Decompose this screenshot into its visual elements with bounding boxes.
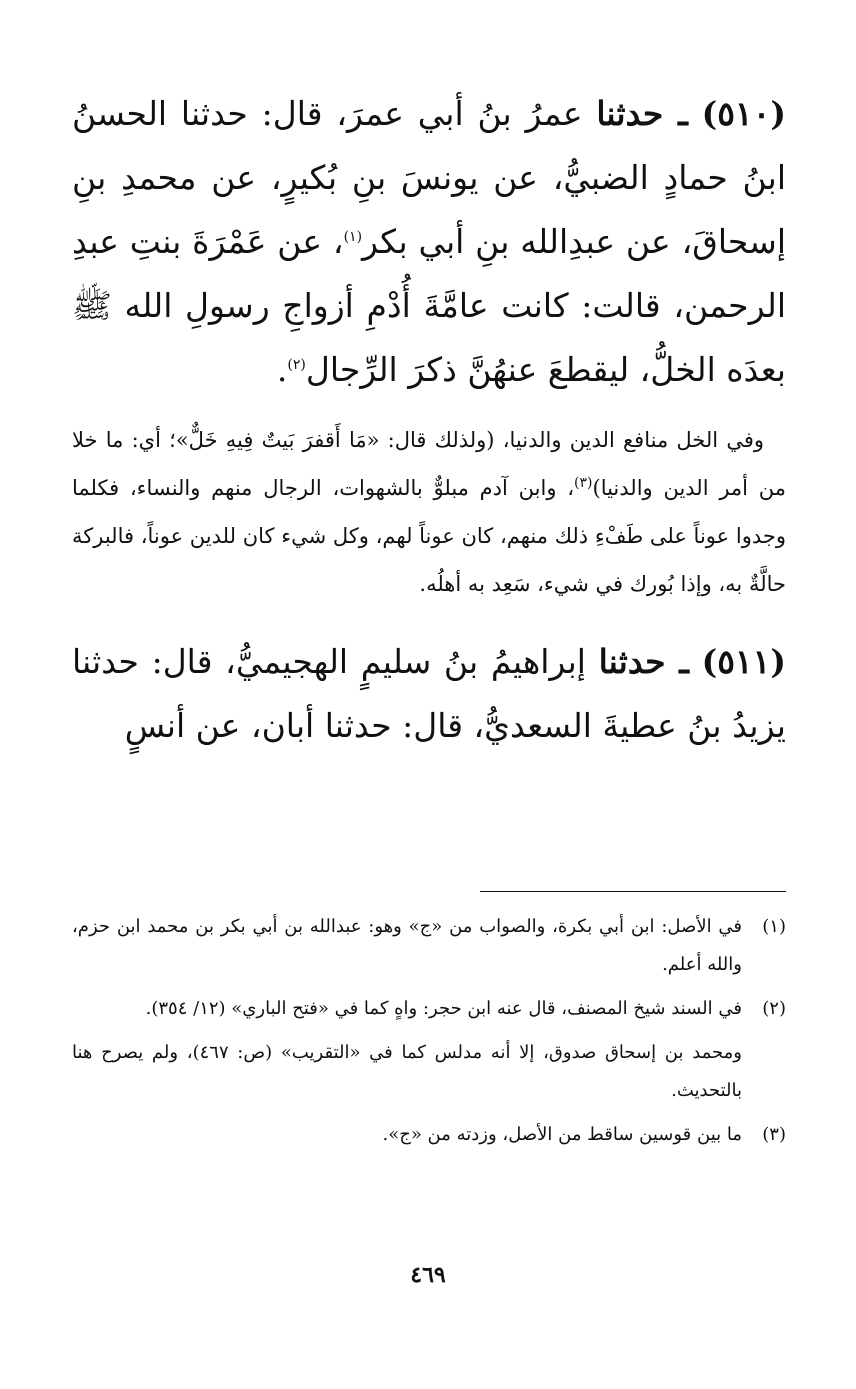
hadith-lead: ـ حدثنا xyxy=(596,94,688,133)
page-body xyxy=(72,82,786,758)
footnote-1 xyxy=(72,908,786,984)
footnote-3 xyxy=(72,1116,786,1154)
hadith-text: إبراهيمُ بنُ سليمٍ الهجيميُّ، قال: حدثنا يزيدُ بنُ عطيةَ السعديُّ، قال: حدثنا أبان، عن أنسٍ xyxy=(72,642,786,745)
footnote-ref[interactable]: (١) xyxy=(343,229,363,245)
footnote-text: في السند شيخ المصنف، قال عنه ابن حجر: واهٍ كما في «فتح الباري» (١٢/ ٣٥٤). xyxy=(145,998,742,1019)
footnote-marker: (٢) xyxy=(762,998,786,1019)
hadith-text: عمرُ بنُ أبي عمرَ، قال: حدثنا الحسنُ ابنُ حمادٍ الضبيُّ، عن يونسَ بنِ بُكيرٍ، عن محمدِ بنِ إسحاقَ، عن عبدِالله بنِ أبي بكر xyxy=(72,94,786,261)
footnote-2 xyxy=(72,990,786,1028)
footnote-ref[interactable]: (٣) xyxy=(574,475,593,491)
footnote-marker: (١) xyxy=(762,916,786,937)
footnotes xyxy=(72,908,786,1160)
hadith-lead: ـ حدثنا xyxy=(598,642,689,681)
commentary-text: ، وابن آدم مبلوٌّ بالشهوات، الرجال منهم والنساء، فكلما وجدوا عوناً على طَفْءِ ذلك منهم، كان عوناً لهم، وكل شيء كان للدين عوناً، فالبركة حالَّةٌ به، وإذا بُورك في شيء، سَعِد به أهلُه. xyxy=(72,476,786,596)
hadith-510 xyxy=(72,82,786,402)
hadith-text: ، عن عَمْرَةَ بنتِ عبدِ الرحمن، قالت: كانت عامَّةَ أُدْمِ أزواجِ رسولِ الله ﷺ بعدَه الخلُّ، ليقطعَ عنهُنَّ ذكرَ الرِّجال xyxy=(72,222,786,389)
footnote-ref[interactable]: (٢) xyxy=(287,357,306,373)
page-number: ٤٦٩ xyxy=(410,1262,446,1288)
hadith-number: (٥١٠) xyxy=(701,94,786,133)
hadith-number: (٥١١) xyxy=(701,642,786,681)
commentary-text: وفي الخل منافع الدين والدنيا، (ولذلك قال: «مَا أَقفرَ بَيتٌ فِيهِ خَلٌّ»؛ أي: ما خلا من أمر الدين والدنيا) xyxy=(72,428,787,500)
footnote-marker: (٣) xyxy=(762,1124,786,1145)
hadith-text: . xyxy=(276,350,288,389)
commentary-paragraph xyxy=(72,416,786,608)
footnote-2-continuation: ومحمد بن إسحاق صدوق، إلا أنه مدلس كما في «التقريب» (ص: ٤٦٧)، ولم يصرح هنا بالتحديث. xyxy=(72,1042,742,1101)
footnote-text: ما بين قوسين ساقط من الأصل، وزدته من «ج». xyxy=(382,1124,742,1145)
footnote-text: في الأصل: ابن أبي بكرة، والصواب من «ج» وهو: عبدالله بن أبي بكر بن محمد ابن حزم، والله أعلم. xyxy=(72,916,742,975)
footnote-divider xyxy=(480,891,786,892)
hadith-511 xyxy=(72,630,786,758)
